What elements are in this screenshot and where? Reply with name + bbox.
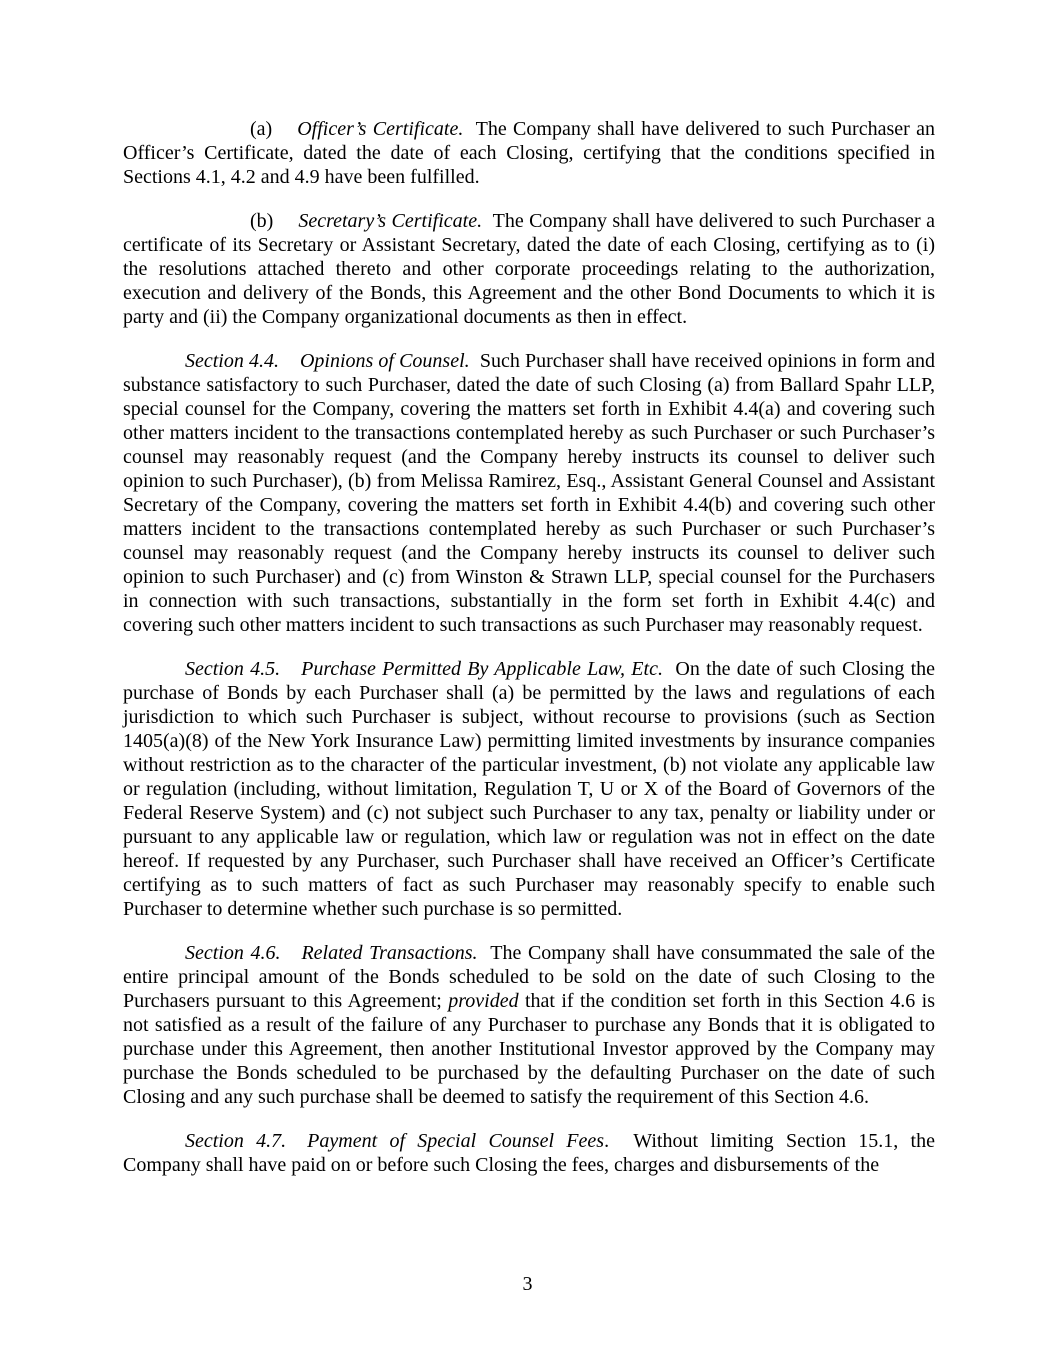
paragraph-heading: Purchase Permitted By Applicable Law, Etc. xyxy=(301,658,663,680)
paragraph-b xyxy=(123,209,935,329)
paragraph-a xyxy=(123,117,935,189)
paragraph-label: (a) xyxy=(250,118,273,140)
paragraph-section-4-6 xyxy=(123,941,935,1109)
paragraph-body: The Company shall have delivered to such Purchaser a certificate of its Secretary or Assistant Secretary, dated the date of each Closing, certifying as to (i) the resolutions attached thereto and other corporate proceedings relating to the authorization, execution and delivery of the Bonds, this Agreement and the other Bond Documents to which it is party and (ii) the Company organizational documents as then in effect. xyxy=(123,210,935,328)
paragraph-heading: Related Transactions. xyxy=(301,942,478,964)
paragraph-heading: Opinions of Counsel. xyxy=(299,350,470,372)
paragraph-heading: Officer’s Certificate. xyxy=(297,118,464,140)
paragraph-label: (b) xyxy=(250,210,274,232)
page-number: 3 xyxy=(522,1273,533,1295)
paragraph-body: The Company shall have delivered to such Purchaser an Officer’s Certificate, dated the date of each Closing, certifying that the conditions specified in Sections 4.1, 4.2 and 4.9 have been fulfilled. xyxy=(123,118,935,188)
paragraph-section-4-4 xyxy=(123,349,935,637)
paragraph-body: The Company shall have consummated the sale of the entire principal amount of the Bonds scheduled to be sold on the date of such Closing to the Purchasers pursuant to this Agreement; xyxy=(123,942,935,1012)
paragraph-label: Section 4.5. xyxy=(185,658,281,680)
paragraph-body: Such Purchaser shall have received opinions in form and substance satisfactory to such Purchaser, dated the date of such Closing (a) from Ballard Spahr LLP, special counsel for the Company, covering the matters set forth in Exhibit 4.4(a) and covering such other matters incident to the transactions contemplated hereby as such Purchaser or such Purchaser’s counsel may reasonably request (and the Company hereby instructs its counsel to deliver such opinion to such Purchaser), (b) from Melissa Ramirez, Esq., Assistant General Counsel and Assistant Secretary of the Company, covering the matters set forth in Exhibit 4.4(b) and covering such other matters incident to the transactions contemplated hereby as such Purchaser or such Purchaser’s counsel may reasonably request (and the Company hereby instructs its counsel to deliver such opinion to such Purchaser) and (c) from Winston & Strawn LLP, special counsel for the Purchasers in connection with such transactions, substantially in the form set forth in Exhibit 4.4(c) and covering such other matters incident to such transactions as such Purchaser may reasonably request. xyxy=(123,350,936,636)
paragraph-section-4-7 xyxy=(123,1129,935,1177)
paragraph-heading: Secretary’s Certificate. xyxy=(298,210,483,232)
document-page xyxy=(123,117,935,1197)
paragraph-section-4-5 xyxy=(123,657,935,921)
paragraph-body: On the date of such Closing the purchase of Bonds by each Purchaser shall (a) be permitted by the laws and regulations of each jurisdiction to which such Purchaser is subject, without recourse to provisions (such as Section 1405(a)(8) of the New York Insurance Law) permitting limited investments by insurance companies without restriction as to the character of the particular investment, (b) not violate any applicable law or regulation (including, without limitation, Regulation T, U or X of the Board of Governors of the Federal Reserve System) and (c) not subject such Purchaser to any tax, penalty or liability under or pursuant to any applicable law or regulation, which law or regulation was not in effect on the date hereof. If requested by any Purchaser, such Purchaser shall have received an Officer’s Certificate certifying as to such matters of fact as such Purchaser may reasonably specify to enable such Purchaser to determine whether such purchase is so permitted. xyxy=(123,658,935,920)
paragraph-body: that if the condition set forth in this Section 4.6 is not satisfied as a result of the failure of any Purchaser to purchase any Bonds that it is obligated to purchase under this Agreement, then another Institutional Investor approved by the Company may purchase the Bonds scheduled to be purchased by the defaulting Purchaser on the date of such Closing and any such purchase shall be deemed to satisfy the requirement of this Section 4.6. xyxy=(123,990,935,1108)
paragraph-label: Section 4.7. xyxy=(185,1130,287,1152)
paragraph-label: Section 4.6. xyxy=(185,942,281,964)
emphasized-word: provided xyxy=(448,990,519,1012)
paragraph-label: Section 4.4. xyxy=(185,350,279,372)
paragraph-body: . Without limiting Section 15.1, the Company shall have paid on or before such Closing the fees, charges and disbursements of the xyxy=(123,1130,935,1176)
paragraph-heading: Payment of Special Counsel Fees xyxy=(307,1130,605,1152)
